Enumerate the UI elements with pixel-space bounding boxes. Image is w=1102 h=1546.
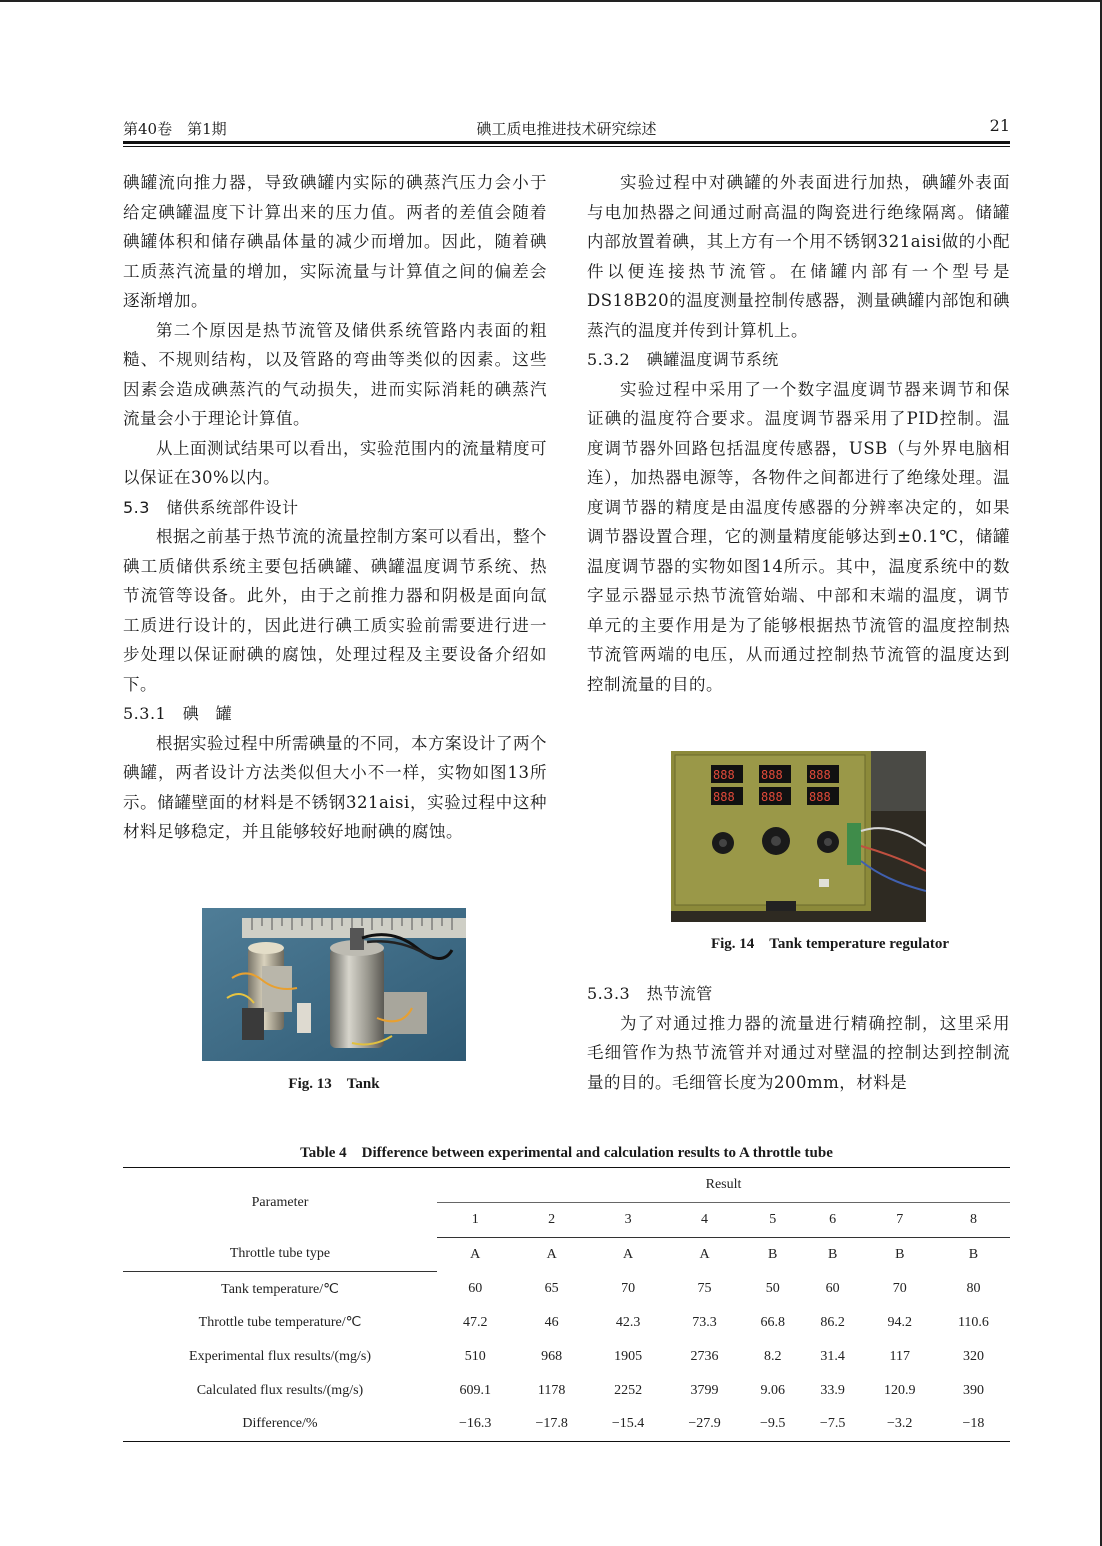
table-cell: 73.3 [692, 1314, 717, 1330]
table-cell: −7.5 [803, 1407, 863, 1441]
paragraph: 碘罐流向推力器，导致碘罐内实际的碘蒸汽压力会小于给定碘罐温度下计算出来的压力值。两者的差值会随着碘罐体积和储存碘晶体量的减少而增加。因此，随着碘工质蒸汽流量的增加，实际流量与计算值之间的偏差会逐渐增加。 [123, 173, 547, 310]
led-readout: 888 [761, 768, 783, 782]
result-header: Result [437, 1168, 1010, 1203]
table-4-title: Table 4 Difference between experimental and calculation results to A throttle tube [300, 1145, 833, 1161]
row-label: Difference/% [123, 1407, 437, 1441]
running-header [123, 116, 1010, 140]
table-cell: 510 [464, 1348, 486, 1364]
table-cell: 120.9 [883, 1382, 916, 1398]
led-readout: 888 [713, 768, 735, 782]
table-row [123, 1374, 1010, 1408]
subsection-heading: 5.3.1 碘 罐 [123, 704, 233, 723]
table-cell: 320 [962, 1348, 984, 1364]
row-label: Calculated flux results/(mg/s) [196, 1382, 364, 1398]
table-cell: 70 [892, 1280, 907, 1296]
table-cell: 390 [962, 1382, 984, 1398]
table-cell: −17.8 [513, 1407, 589, 1441]
led-readout: 888 [761, 790, 783, 804]
table-cell: −15.4 [590, 1407, 666, 1441]
table-cell: 9.06 [760, 1382, 785, 1398]
figure-13-tank-photo [202, 908, 466, 1061]
paragraph: 实验过程中对碘罐的外表面进行加热，碘罐外表面与电加热器之间通过耐高温的陶瓷进行绝缘隔离。储罐内部放置着碘，其上方有一个用不锈钢321aisi做的小配件以便连接热节流管。在储罐内部有一个型号是DS18B20的温度测量控制传感器，测量碘罐内部饱和碘蒸汽的温度并传到计算机上。 [587, 173, 1010, 340]
left-column [123, 168, 547, 847]
table-cell: −16.3 [437, 1407, 513, 1441]
table-cell: B [768, 1246, 778, 1262]
led-readout: 888 [713, 790, 735, 804]
table-cell: 66.8 [760, 1314, 785, 1330]
column-number: 4 [666, 1203, 742, 1238]
table-cell: 80 [966, 1280, 981, 1296]
led-readout: 888 [809, 768, 831, 782]
regulator-photo-illustration [671, 751, 926, 922]
table-cell: B [895, 1246, 905, 1262]
table-cell: −3.2 [863, 1407, 937, 1441]
table-cell: 1178 [537, 1382, 566, 1398]
table-cell: 2252 [614, 1382, 643, 1398]
column-number: 6 [803, 1203, 863, 1238]
tank-photo-illustration [202, 908, 466, 1061]
column-number: 8 [937, 1203, 1010, 1238]
table-cell: 75 [697, 1280, 712, 1296]
table-row [123, 1238, 1010, 1272]
table-cell: 33.9 [820, 1382, 845, 1398]
page-number: 21 [989, 116, 1010, 135]
table-cell: A [699, 1246, 710, 1262]
table-cell: −18 [937, 1407, 1010, 1441]
table-cell: 609.1 [459, 1382, 491, 1398]
table-cell: B [968, 1246, 979, 1262]
figure-14-regulator-photo [671, 751, 926, 922]
paragraph: 从上面测试结果可以看出，实验范围内的流量精度可以保证在30%以内。 [123, 438, 547, 487]
column-number: 7 [863, 1203, 937, 1238]
journal-running-title: 碘工质电推进技术研究综述 [476, 120, 657, 138]
table-cell: 86.2 [820, 1314, 845, 1330]
table-cell: 968 [541, 1348, 563, 1364]
section-heading: 5.3 储供系统部件设计 [123, 497, 299, 517]
table-cell: 117 [889, 1348, 910, 1364]
paragraph: 第二个原因是热节流管及储供系统管路内表面的粗糙、不规则结构，以及管路的弯曲等类似的因素。这些因素会造成碘蒸汽的气动损失，进而实际消耗的碘蒸汽流量会小于理论计算值。 [123, 320, 547, 428]
table-cell: 50 [765, 1280, 780, 1296]
table-cell: 110.6 [957, 1314, 989, 1330]
paragraph: 为了对通过推力器的流量进行精确控制，这里采用毛细管作为热节流管并对通过对壁温的控制达到控制流量的目的。毛细管长度为200mm，材料是 [587, 1013, 1010, 1092]
table-row [123, 1407, 1010, 1441]
column-number: 3 [590, 1203, 666, 1238]
column-number: 5 [743, 1203, 803, 1238]
table-row [123, 1272, 1010, 1306]
table-row [123, 1306, 1010, 1340]
table-cell: 42.3 [615, 1314, 641, 1330]
column-number: 2 [513, 1203, 589, 1238]
table-cell: 3799 [690, 1382, 719, 1398]
right-column-continued [587, 979, 1010, 1097]
table-cell: −27.9 [666, 1407, 742, 1441]
table-cell: A [546, 1246, 557, 1262]
table-cell: 65 [544, 1280, 559, 1296]
table-cell: 47.2 [462, 1314, 488, 1330]
paragraph: 实验过程中采用了一个数字温度调节器来调节和保证碘的温度符合要求。温度调节器采用了PID控制。温度调节器外回路包括温度传感器，USB（与外界电脑相连），加热器电源等，各物件之间都进行了绝缘处理。温度调节器的精度是由温度传感器的分辨率决定的，如果调节器设置合理，它的测量精度能够达到±0.1℃，储罐温度调节器的实物如图14所示。其中，温度系统中的数字显示器显示热节流管始端、中部和末端的温度，调节单元的主要作用是为了能够根据热节流管的温度控制热节流管两端的电压，从而通过控制热节流管的温度达到控制流量的目的。 [587, 379, 1010, 694]
subsection-heading: 5.3.2 碘罐温度调节系统 [587, 350, 779, 369]
table-cell: A [623, 1246, 634, 1262]
param-header: Parameter [123, 1168, 437, 1238]
table-cell: A [470, 1246, 481, 1262]
table-4 [123, 1167, 1010, 1442]
table-cell: 2736 [690, 1348, 719, 1364]
table-cell: 1905 [614, 1348, 643, 1364]
page-frame-top [0, 0, 1102, 2]
header-rule-thin [123, 146, 1010, 147]
table-row [123, 1340, 1010, 1374]
table-cell: 8.2 [763, 1348, 782, 1364]
table-cell: 94.2 [887, 1314, 912, 1330]
paragraph: 根据之前基于热节流的流量控制方案可以看出，整个碘工质储供系统主要包括碘罐、碘罐温度调节系统、热节流管等设备。此外，由于之前推力器和阴极是面向氙工质进行设计的，因此进行碘工质实验前需要进行进一步处理以保证耐碘的腐蚀，处理过程及主要设备介绍如下。 [123, 527, 547, 694]
table-cell: B [827, 1246, 838, 1262]
row-label: Throttle tube type [123, 1238, 437, 1272]
header-rule-thick [123, 141, 1010, 144]
table-cell: 60 [468, 1280, 483, 1296]
row-label: Throttle tube temperature/℃ [198, 1315, 362, 1331]
table-cell: 31.4 [820, 1348, 845, 1364]
table-cell: 46 [544, 1314, 559, 1330]
row-label: Tank temperature/℃ [221, 1281, 339, 1297]
figure-13-caption: Fig. 13 Tank [288, 1076, 380, 1092]
table-cell: 70 [621, 1280, 636, 1296]
figure-14-caption: Fig. 14 Tank temperature regulator [710, 936, 950, 952]
row-label: Experimental flux results/(mg/s) [189, 1348, 371, 1364]
table-cell: −9.5 [743, 1407, 803, 1441]
right-column [587, 168, 1010, 699]
subsection-heading: 5.3.3 热节流管 [587, 984, 713, 1003]
volume-issue: 第40卷 第1期 [123, 120, 227, 138]
table-cell: 60 [825, 1280, 840, 1296]
column-number: 1 [437, 1203, 513, 1238]
led-readout: 888 [809, 790, 831, 804]
paragraph: 根据实验过程中所需碘量的不同，本方案设计了两个碘罐，两者设计方法类似但大小不一样，实物如图13所示。储罐壁面的材料是不锈钢321aisi，实验过程中这种材料足够稳定，并且能够较好地耐碘的腐蚀。 [123, 733, 547, 841]
